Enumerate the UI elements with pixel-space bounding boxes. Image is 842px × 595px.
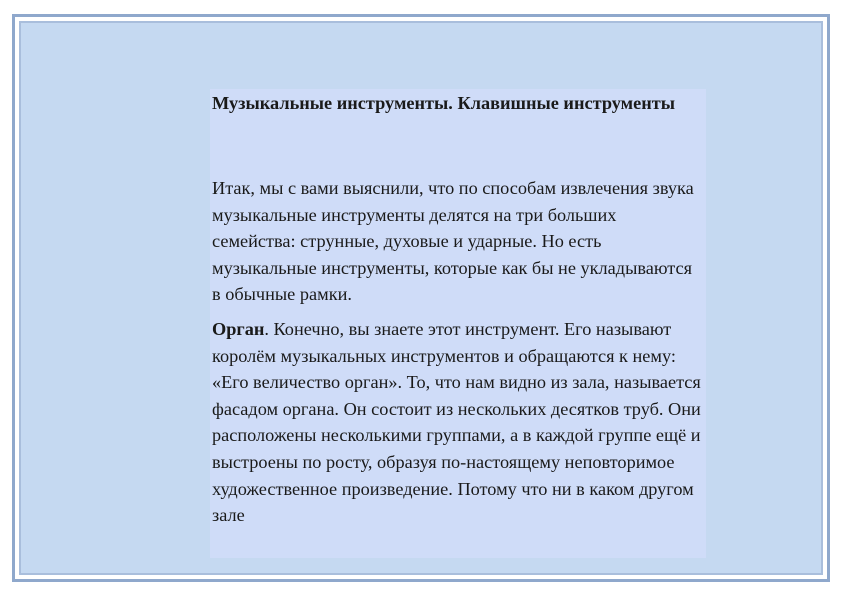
spacer <box>212 145 704 175</box>
slide-background <box>19 21 823 575</box>
text-box <box>210 89 706 558</box>
slide-frame <box>12 14 830 582</box>
paragraph-organ-text: . Конечно, вы знаете этот инструмент. Его называют королём музыкальных инструментов и обращаются к нему: «Его величество орган». То, что нам видно из зала, называется фасадом органа. Он состоит из нескольких десятков труб. Они расположены несколькими группами, а в каждой группе ещё и выстроены по росту, образуя по-настоящему неповторимое художественное произведение. Потому что ни в каком другом зале <box>212 318 701 526</box>
paragraph-intro-text: Итак, мы с вами выяснили, что по способам извлечения звука музыкальные инструменты делятся на три больших семейства: струнные, духовые и ударные. Но есть музыкальные инструменты, которые как бы не укладываются в обычные рамки. <box>212 178 694 305</box>
paragraph-intro <box>212 175 704 308</box>
paragraph-organ <box>212 316 704 529</box>
document-title: Музыкальные инструменты. Клавишные инструменты <box>212 93 675 113</box>
paragraph-organ-term: Орган <box>212 318 265 339</box>
